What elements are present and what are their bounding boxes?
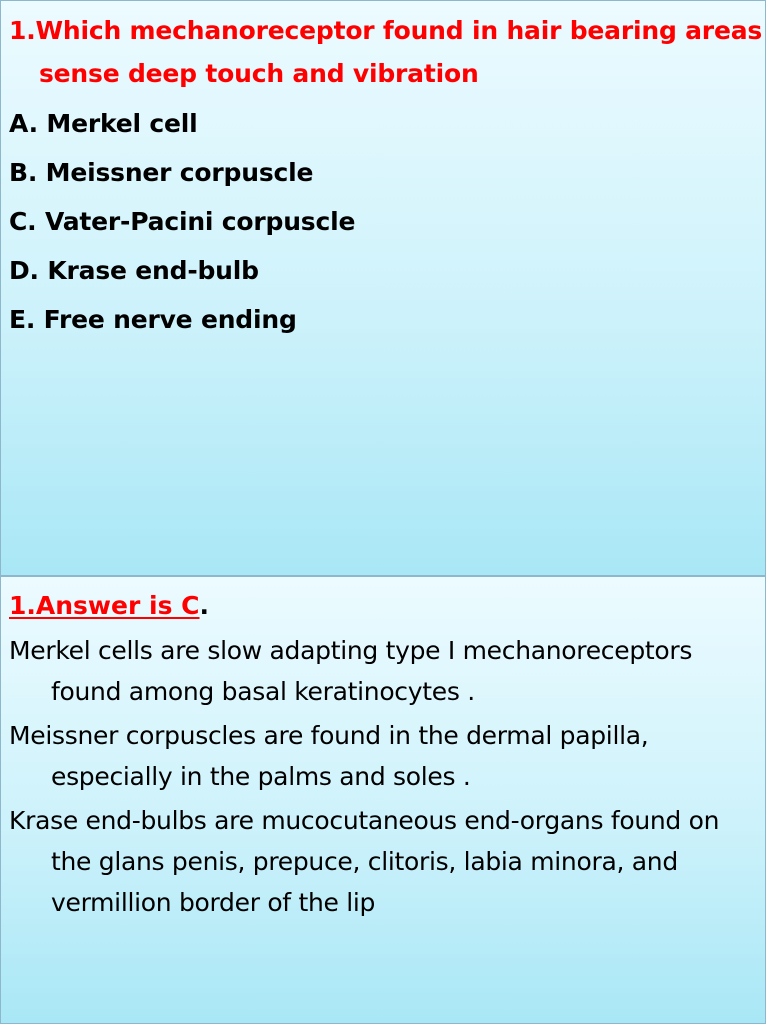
explanation-krase: Krase end-bulbs are mucocutaneous end-organs found on the glans penis, prepuce, clitoris, labia minora, and vermillion border of the lip [9, 806, 720, 917]
option-d: D. Krase end-bulb [9, 256, 259, 285]
explanation-meissner: Meissner corpuscles are found in the dermal papilla, especially in the palms and soles . [9, 721, 649, 791]
answer-heading [9, 585, 765, 627]
answer-slide [0, 576, 766, 1024]
option-e: E. Free nerve ending [9, 305, 297, 334]
explanation-merkel: Merkel cells are slow adapting type I mechanoreceptors found among basal keratinocytes . [9, 636, 693, 706]
options-list [9, 99, 765, 344]
answer-heading-label: 1.Answer is C [9, 591, 200, 620]
question-text: 1.Which mechanoreceptor found in hair bearing areas sense deep touch and vibration [9, 16, 763, 88]
option-b: B. Meissner corpuscle [9, 158, 314, 187]
answer-heading-suffix: . [199, 591, 210, 620]
option-c: C. Vater-Pacini corpuscle [9, 207, 356, 236]
option-a: A. Merkel cell [9, 109, 198, 138]
